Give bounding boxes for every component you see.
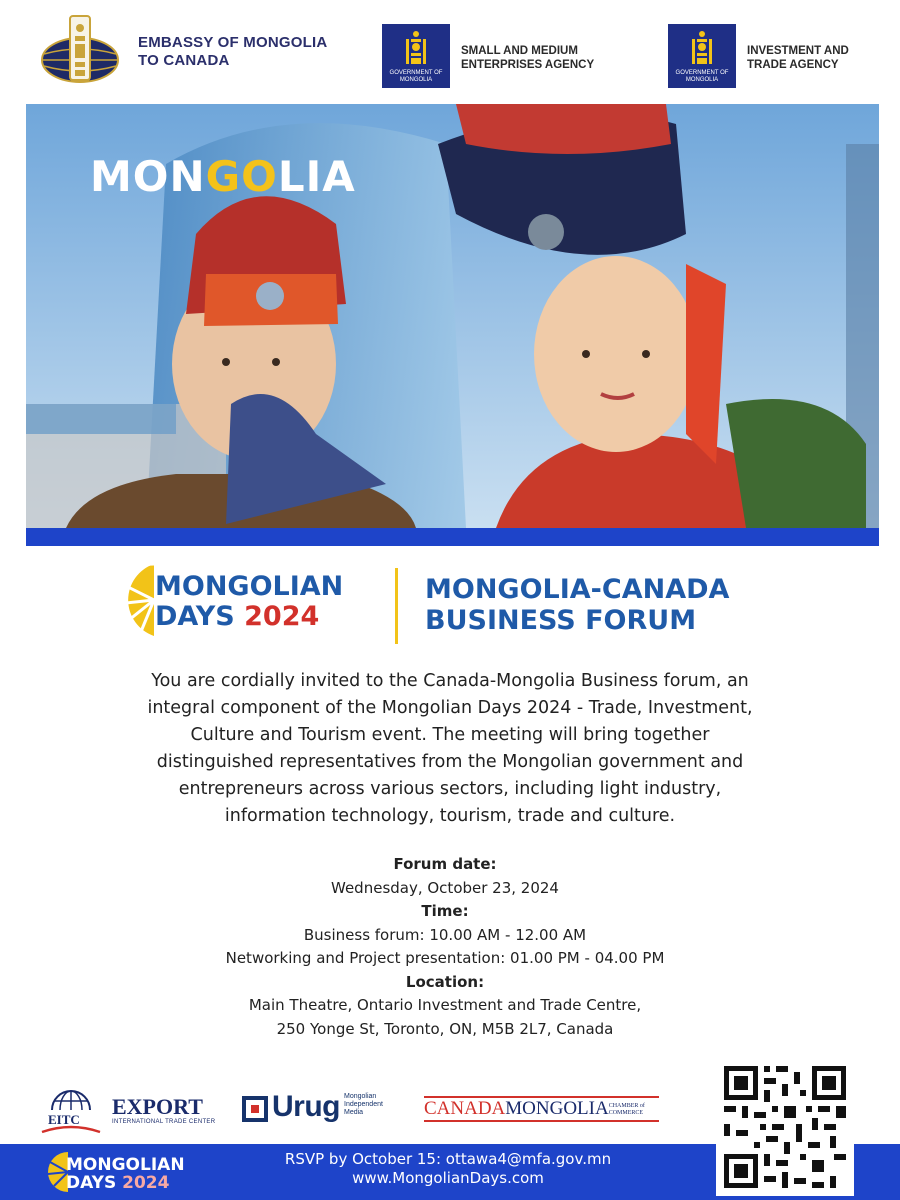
forum-date-label: Forum date: <box>393 855 497 873</box>
mongolian-days-title <box>155 572 343 632</box>
location-label: Location: <box>405 972 485 991</box>
intro-line3: Culture and Tourism event. The meeting will bring together <box>190 725 710 745</box>
gov-caption-line1: GOVERNMENT OF <box>675 70 729 76</box>
intro-line4: distinguished representatives from the Mongolian government and <box>156 752 744 772</box>
embassy-name-line2: TO CANADA <box>138 52 230 69</box>
ccc-mongolia: MONGOLIA <box>505 1098 609 1119</box>
embassy-seal-icon <box>36 14 132 86</box>
canada-mongolia-chamber-logo <box>424 1096 659 1122</box>
location-line1: Main Theatre, Ontario Investment and Trade Centre, <box>248 996 642 1014</box>
urug-logo-icon <box>242 1096 268 1122</box>
gov-caption-line2: MONGOLIA <box>399 77 433 83</box>
gov-caption-line2: MONGOLIA <box>685 77 719 83</box>
md-year: 2024 <box>244 601 320 632</box>
location-line2: 250 Yonge St, Toronto, ON, M5B 2L7, Canada <box>276 1019 614 1038</box>
forum-title <box>425 574 825 636</box>
md-word-days: DAYS <box>155 601 235 632</box>
hero-photo <box>26 104 879 528</box>
urug-subtitle <box>344 1093 400 1117</box>
footer-mongolian-days <box>66 1156 185 1192</box>
mongolian-days-logo-icon <box>104 560 158 640</box>
embassy-name-line1: EMBASSY OF MONGOLIA <box>138 34 328 51</box>
urug-sub-line2: Independent <box>344 1101 383 1108</box>
website-link[interactable]: www.MongolianDays.com <box>352 1169 544 1187</box>
gov-caption <box>668 70 736 84</box>
eitc-export: EXPORT <box>112 1094 203 1119</box>
smea-name-line2: ENTERPRISES AGENCY <box>461 59 595 71</box>
invitation-text <box>60 668 840 830</box>
qr-code-icon[interactable] <box>716 1058 854 1196</box>
forum-title-line1: MONGOLIA-CANADA <box>425 574 730 605</box>
eitc-subtitle: INTERNATIONAL TRADE CENTER <box>112 1119 216 1125</box>
eitc-globe-icon <box>40 1086 102 1136</box>
hero-mongolia-wordmark <box>90 152 356 201</box>
footer-word-days: DAYS <box>66 1173 117 1193</box>
gov-caption <box>382 70 450 84</box>
soyombo-icon <box>691 30 713 66</box>
footer-year: 2024 <box>122 1173 170 1193</box>
time-business-forum: Business forum: 10.00 AM - 12.00 AM <box>303 925 587 944</box>
footer-word-mongolian: MONGOLIAN <box>66 1155 185 1175</box>
time-networking: Networking and Project presentation: 01.00 PM - 04.00 PM <box>225 949 665 967</box>
urug-sub-line1: Mongolian <box>344 1093 377 1100</box>
time-label: Time: <box>421 902 469 920</box>
smea-logo <box>382 24 450 88</box>
urug-wordmark: Urug <box>272 1090 340 1123</box>
itag-name-line2: TRADE AGENCY <box>747 59 839 71</box>
intro-line5: entrepreneurs across various sectors, including light industry, <box>178 779 722 799</box>
forum-date-value: Wednesday, October 23, 2024 <box>331 878 559 897</box>
soyombo-icon <box>405 30 427 66</box>
header-logos <box>0 0 900 100</box>
urug-sub-line3: Media <box>344 1109 364 1116</box>
intro-line2: integral component of the Mongolian Days 2024 - Trade, Investment, <box>147 698 753 718</box>
embassy-name <box>138 34 368 70</box>
blue-band <box>26 528 879 546</box>
smea-name <box>461 44 651 72</box>
itag-logo <box>668 24 736 88</box>
md-word-mongolian: MONGOLIAN <box>155 571 344 602</box>
ccc-subtitle: CHAMBER of COMMERCE <box>608 1102 645 1116</box>
smea-name-line1: SMALL AND MEDIUM <box>461 45 578 57</box>
eitc-mark: EITC <box>48 1112 80 1127</box>
ccc-canada: CANADA <box>424 1098 506 1119</box>
hero-word-part2: LIA <box>277 152 356 201</box>
rsvp-info <box>250 1150 646 1188</box>
gov-caption-line1: GOVERNMENT OF <box>389 70 443 76</box>
forum-title-line2: BUSINESS FORUM <box>425 605 697 636</box>
hero-word-part1: MON <box>90 152 206 201</box>
itag-name-line1: INVESTMENT AND <box>747 45 849 57</box>
title-divider <box>395 568 398 644</box>
event-details <box>100 853 790 1041</box>
intro-line1: You are cordially invited to the Canada-Mongolia Business forum, an <box>151 671 749 691</box>
intro-line6: information technology, tourism, trade and culture. <box>224 806 676 826</box>
itag-name <box>747 44 887 72</box>
hero-word-highlight: GO <box>205 152 278 201</box>
rsvp-email[interactable]: RSVP by October 15: ottawa4@mfa.gov.mn <box>284 1150 612 1168</box>
